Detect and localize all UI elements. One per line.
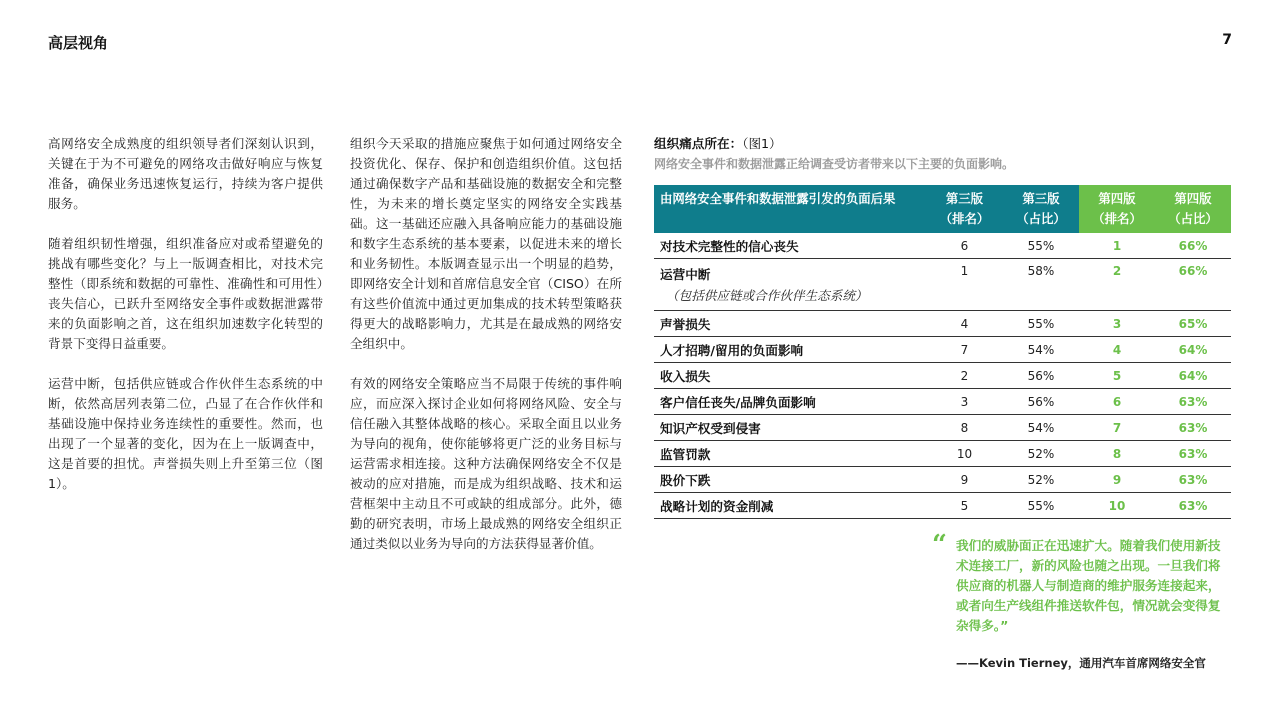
ed3-pct: 54% bbox=[1003, 337, 1079, 363]
ed4-rank: 9 bbox=[1079, 467, 1155, 493]
quote-mark-icon: “ bbox=[932, 530, 947, 560]
ed4-rank: 6 bbox=[1079, 389, 1155, 415]
ed4-rank: 1 bbox=[1079, 233, 1155, 259]
ed3-rank: 7 bbox=[926, 337, 1003, 363]
ed4-rank: 10 bbox=[1079, 493, 1155, 519]
ed3-rank: 9 bbox=[926, 467, 1003, 493]
ed3-pct: 52% bbox=[1003, 441, 1079, 467]
paragraph: 组织今天采取的措施应聚焦于如何通过网络安全投资优化、保存、保护和创造组织价值。这包括通过确保数字产品和基础设施的数据安全和完整性，为未来的增长奠定坚实的网络安全实践基础。这一基础还应融入具备响应能力的基础设施和数字生态系统的基本要素，以促进未来的增长和业务韧性。本版调查显示出一个明显的趋势，即网络安全计划和首席信息安全官（CISO）在所有这些价值流中通过更加集成的技术转型策略获得更大的战略影响力，尤其是在最成熟的网络安全组织中。 bbox=[350, 136, 622, 351]
ed4-pct: 65% bbox=[1155, 311, 1231, 337]
table-row bbox=[654, 311, 1231, 337]
ed3-rank: 4 bbox=[926, 311, 1003, 337]
page-title: 高层视角 bbox=[48, 34, 109, 52]
table-row bbox=[654, 363, 1231, 389]
row-label: 声誉损失 bbox=[654, 311, 926, 337]
row-label: 监管罚款 bbox=[654, 441, 926, 467]
ed3-rank: 3 bbox=[926, 389, 1003, 415]
figure-reference: （图1） bbox=[742, 136, 782, 151]
ed4-pct: 64% bbox=[1155, 363, 1231, 389]
paragraph: 高网络安全成熟度的组织领导者们深刻认识到，关键在于为不可避免的网络攻击做好响应与恢复准备，确保业务迅速恢复运行，持续为客户提供服务。 bbox=[48, 136, 323, 211]
ed3-rank: 10 bbox=[926, 441, 1003, 467]
header-ed4-rank: 第四版 （排名） bbox=[1079, 185, 1155, 233]
table-row bbox=[654, 389, 1231, 415]
table-row bbox=[654, 337, 1231, 363]
ed3-rank: 6 bbox=[926, 233, 1003, 259]
row-label: 战略计划的资金削减 bbox=[654, 493, 926, 519]
row-label: 股价下跌 bbox=[654, 467, 926, 493]
ed3-pct: 52% bbox=[1003, 467, 1079, 493]
header-ed3-rank: 第三版 （排名） bbox=[926, 185, 1003, 233]
ed4-rank: 4 bbox=[1079, 337, 1155, 363]
ed3-pct: 55% bbox=[1003, 311, 1079, 337]
ed4-rank: 2 bbox=[1079, 259, 1155, 311]
ed4-pct: 63% bbox=[1155, 493, 1231, 519]
row-label: 客户信任丧失/品牌负面影响 bbox=[654, 389, 926, 415]
ed3-rank: 1 bbox=[926, 259, 1003, 311]
ed4-rank: 3 bbox=[1079, 311, 1155, 337]
header-consequence: 由网络安全事件和数据泄露引发的负面后果 bbox=[654, 185, 926, 233]
text-column-middle bbox=[350, 134, 622, 574]
ed4-pct: 63% bbox=[1155, 441, 1231, 467]
ed4-pct: 63% bbox=[1155, 467, 1231, 493]
row-label: 知识产权受到侵害 bbox=[654, 415, 926, 441]
ed3-pct: 56% bbox=[1003, 389, 1079, 415]
pull-quote: 我们的威胁面正在迅速扩大。随着我们使用新技术连接工厂，新的风险也随之出现。一旦我们将供应商的机器人与制造商的维护服务连接起来，或者向生产线组件推送软件包，情况就会变得复杂得多。” bbox=[956, 538, 1221, 633]
table-row bbox=[654, 233, 1231, 259]
table-row bbox=[654, 493, 1231, 519]
ed4-pct: 66% bbox=[1155, 233, 1231, 259]
ed4-pct: 63% bbox=[1155, 389, 1231, 415]
ed3-rank: 2 bbox=[926, 363, 1003, 389]
ed4-rank: 8 bbox=[1079, 441, 1155, 467]
ed3-pct: 58% bbox=[1003, 259, 1079, 311]
text-column-left bbox=[48, 134, 323, 514]
ed4-pct: 64% bbox=[1155, 337, 1231, 363]
paragraph: 有效的网络安全策略应当不局限于传统的事件响应，而应深入探讨企业如何将网络风险、安全与信任融入其整体战略的核心。采取全面且以业务为导向的视角，使你能够将更广泛的业务目标与运营需求相连接。这种方法确保网络安全不仅是被动的应对措施，而是成为组织战略、技术和运营框架中主动且不可或缺的组成部分。此外，德勤的研究表明，市场上最成熟的网络安全组织正通过类似以业务为导向的方法获得显著价值。 bbox=[350, 376, 622, 551]
ed4-rank: 7 bbox=[1079, 415, 1155, 441]
pain-points-table bbox=[654, 185, 1231, 519]
header-ed4-pct: 第四版 （占比） bbox=[1155, 185, 1231, 233]
paragraph: 随着组织韧性增强，组织准备应对或希望避免的挑战有哪些变化？与上一版调查相比，对技术完整性（即系统和数据的可靠性、准确性和可用性）丧失信心，已跃升至网络安全事件或数据泄露带来的负面影响之首，这在组织加速数字化转型的背景下变得日益重要。 bbox=[48, 236, 323, 351]
page-number: 7 bbox=[1222, 32, 1232, 48]
ed3-rank: 5 bbox=[926, 493, 1003, 519]
row-label-main: 运营中断 bbox=[660, 267, 711, 282]
quote-attribution: ——Kevin Tierney，通用汽车首席网络安全官 bbox=[956, 656, 1206, 670]
table-row bbox=[654, 467, 1231, 493]
row-label: 收入损失 bbox=[654, 363, 926, 389]
row-label: 对技术完整性的信心丧失 bbox=[654, 233, 926, 259]
figure-title-label: 组织痛点所在： bbox=[654, 136, 743, 151]
ed4-pct: 66% bbox=[1155, 259, 1231, 311]
figure-subtitle: 网络安全事件和数据泄露正给调查受访者带来以下主要的负面影响。 bbox=[654, 157, 1015, 171]
table-row bbox=[654, 415, 1231, 441]
row-label bbox=[654, 259, 926, 311]
table-header-row bbox=[654, 185, 1231, 233]
ed3-rank: 8 bbox=[926, 415, 1003, 441]
ed3-pct: 55% bbox=[1003, 493, 1079, 519]
ed3-pct: 55% bbox=[1003, 233, 1079, 259]
row-label-note: （包括供应链或合作伙伴生态系统） bbox=[666, 288, 868, 303]
ed4-pct: 63% bbox=[1155, 415, 1231, 441]
row-label: 人才招聘/留用的负面影响 bbox=[654, 337, 926, 363]
table-row bbox=[654, 441, 1231, 467]
figure-title bbox=[654, 134, 782, 154]
table-row bbox=[654, 259, 1231, 311]
paragraph: 运营中断，包括供应链或合作伙伴生态系统的中断，依然高居列表第二位，凸显了在合作伙伴和基础设施中保持业务连续性的重要性。然而，也出现了一个显著的变化，因为在上一版调查中，这是首要的担忧。声誉损失则上升至第三位（图1）。 bbox=[48, 376, 323, 491]
ed3-pct: 54% bbox=[1003, 415, 1079, 441]
header-ed3-pct: 第三版 （占比） bbox=[1003, 185, 1079, 233]
ed4-rank: 5 bbox=[1079, 363, 1155, 389]
ed3-pct: 56% bbox=[1003, 363, 1079, 389]
